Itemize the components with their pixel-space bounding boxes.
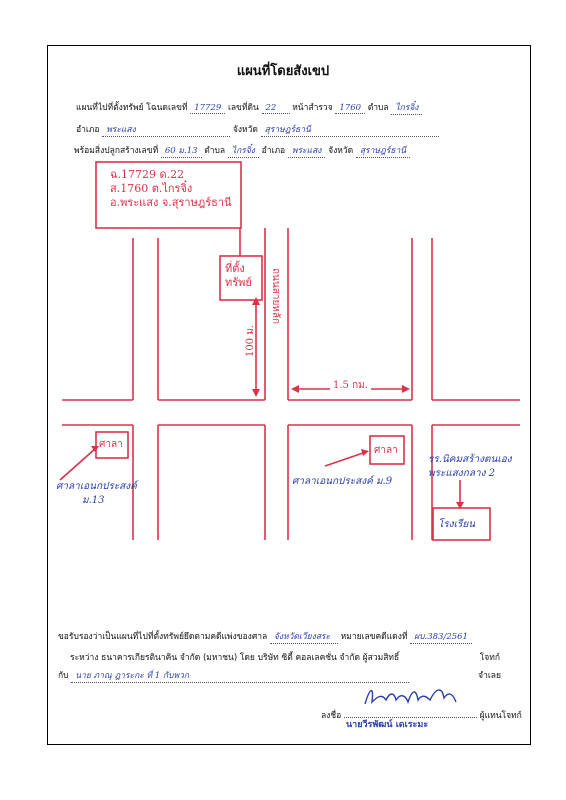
case-no-label: หมายเลขคดีแดงที่ bbox=[340, 632, 408, 642]
road-name: ถนนสายหลัก bbox=[270, 268, 281, 325]
info-box-line-2: ส.1760 ต.ไกรจิ๋ง bbox=[110, 182, 193, 195]
building-subdistrict-label: ตำบล bbox=[204, 146, 226, 156]
property-line-1: ที่ตั้ง bbox=[225, 262, 245, 275]
footer-row-3 bbox=[58, 668, 501, 683]
sala-center-pointer bbox=[325, 452, 366, 466]
court-name: จังหวัดเวียงสระ bbox=[270, 629, 338, 644]
school-label-line-1: รร.นิคมสร้างตนเอง bbox=[428, 454, 512, 465]
handwritten-signature bbox=[360, 682, 470, 712]
arrow-heads bbox=[91, 297, 464, 509]
land-no-label: เลขที่ดิน bbox=[227, 103, 259, 113]
signer-name: นายวีรพัฒน์ เดเระมะ bbox=[346, 720, 429, 730]
footer-row-1 bbox=[58, 629, 472, 644]
arrowhead-down bbox=[252, 389, 260, 397]
certify-label: ขอรับรองว่าเป็นแผนที่ไปที่ตั้งทรัพย์ยึดตามคดีแพ่งของศาล bbox=[58, 632, 268, 642]
province-label: จังหวัด bbox=[232, 125, 258, 135]
building-subdistrict: ไกรจิ๋ง bbox=[228, 143, 259, 158]
deed-label: แผนที่ไปที่ตั้งทรัพย์ โฉนดเลขที่ bbox=[76, 103, 188, 113]
sala-center-label: ศาลาเอนกประสงค์ ม.9 bbox=[292, 476, 393, 487]
building-district: พระแสง bbox=[288, 143, 326, 158]
building-no-label: พร้อมสิ่งปลูกสร้างเลขที่ bbox=[74, 146, 159, 156]
vertical-distance-label: 100 ม. bbox=[245, 325, 256, 358]
deed-number: 17729 bbox=[190, 103, 225, 114]
property-line-2: ทรัพย์ bbox=[225, 276, 252, 289]
building-province-label: จังหวัด bbox=[328, 146, 354, 156]
building-number: 60 ม.13 bbox=[161, 143, 202, 158]
building-province: สุราษฎร์ธานี bbox=[356, 143, 410, 158]
footer-row-2 bbox=[70, 650, 500, 664]
case-number: ผบ.383/2561 bbox=[410, 629, 472, 644]
sala-left-label bbox=[56, 480, 137, 508]
sala-left-pointer bbox=[60, 448, 96, 480]
survey-page-label: หน้าสำรวจ bbox=[292, 103, 333, 113]
subdistrict: ไกรจิ๋ง bbox=[391, 100, 422, 115]
school-text: โรงเรียน bbox=[438, 519, 476, 530]
parties-text: ระหว่าง ธนาคารเกียรตินาคิน จำกัด (มหาชน) โดย บริษัท ซิตี้ คอลเลคชั่น จำกัด ผู้สวมสิทธิ์ bbox=[70, 653, 400, 663]
property-box-text bbox=[225, 262, 252, 290]
defendant-name: นาย ภาณุ ฎาระกะ ที่ 1 กับพวก bbox=[71, 668, 409, 683]
arrowhead-up bbox=[252, 297, 260, 305]
info-box-line-1: ฉ.17729 ด.22 bbox=[110, 168, 185, 181]
building-district-label: อำเภอ bbox=[261, 146, 286, 156]
arrowhead-sala-center bbox=[361, 449, 369, 456]
defendant-label: กับ bbox=[58, 671, 69, 681]
arrowhead-left bbox=[291, 385, 299, 393]
sala-center-text: ศาลา bbox=[374, 445, 398, 456]
district: พระแสง bbox=[102, 122, 230, 137]
school-label-line-2: พระแสงกลาง 2 bbox=[428, 468, 495, 479]
info-box-line-3: อ.พระแสง จ.สุราษฎร์ธานี bbox=[110, 196, 232, 209]
sala-left-label-line-1: ศาลาเอนกประสงค์ bbox=[56, 481, 137, 492]
school-label bbox=[428, 453, 512, 481]
subdistrict-label: ตำบล bbox=[367, 103, 389, 113]
signature-label: ลงชื่อ bbox=[321, 711, 342, 721]
province: สุราษฎร์ธานี bbox=[261, 122, 439, 137]
plaintiff-role: โจทก์ bbox=[479, 653, 500, 663]
sala-left-label-line-2: ม.13 bbox=[82, 495, 105, 506]
district-label: อำเภอ bbox=[76, 125, 100, 135]
land-number: 22 bbox=[262, 103, 290, 114]
signer-role: ผู้แทนโจทก์ bbox=[479, 711, 522, 721]
defendant-role: จำเลย bbox=[478, 671, 501, 681]
survey-page: 1760 bbox=[335, 103, 365, 114]
signature-stroke bbox=[365, 690, 456, 704]
arrowhead-right bbox=[402, 385, 410, 393]
sala-left-text: ศาลา bbox=[99, 439, 123, 450]
page-title: แผนที่โดยสังเขป bbox=[236, 64, 330, 79]
horizontal-distance-label: 1.5 กม. bbox=[330, 378, 371, 393]
info-box-text bbox=[110, 168, 232, 210]
